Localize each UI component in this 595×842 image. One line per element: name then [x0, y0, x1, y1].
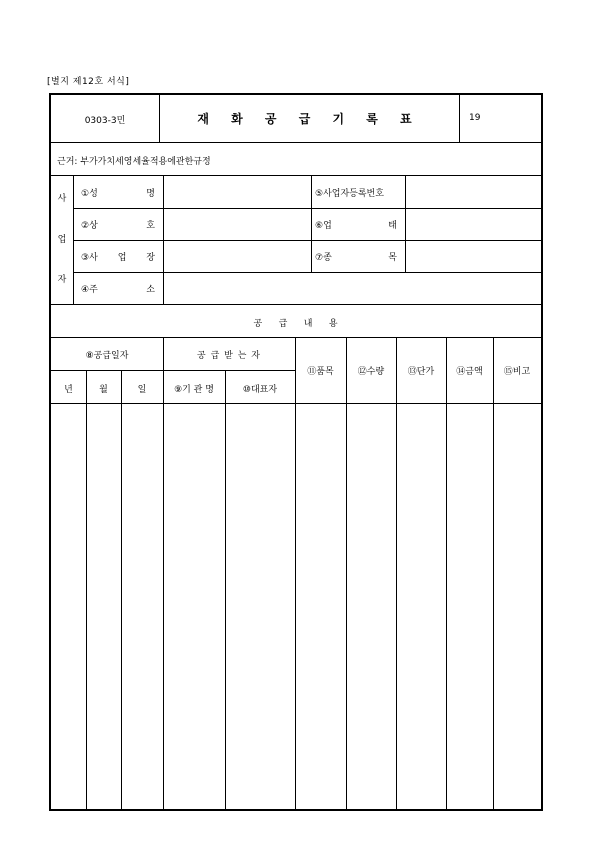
col-year: 년 [64, 385, 73, 395]
col-item: ⑪품목 [307, 367, 334, 377]
field-address-label: ④주 소 [81, 285, 155, 295]
supply-date-header: ⑧공급일자 [85, 351, 129, 361]
item-type-input[interactable] [406, 241, 540, 271]
col-org-name: ⑨기 관 명 [174, 385, 214, 395]
col-representative: ⑩대표자 [242, 385, 278, 395]
registration-number-input[interactable] [406, 177, 540, 207]
field-business-type-label: ⑥업 태 [315, 221, 397, 231]
col-quantity: ⑫수량 [357, 367, 385, 377]
col-month: 월 [99, 385, 108, 395]
field-business-place-label: ③사 업 장 [81, 253, 155, 263]
content-header: 공 급 내 용 [253, 319, 339, 329]
form-code: 0303-3민 [84, 116, 126, 126]
field-company-label: ②상 호 [81, 221, 155, 231]
col-remarks: ⑮비고 [503, 367, 531, 377]
supply-record-form [49, 93, 543, 811]
legal-basis: 근거: 부가가치세영세율적용에관한규정 [57, 157, 211, 167]
year-prefix: 19 [469, 113, 481, 123]
business-type-input[interactable] [406, 209, 540, 239]
business-place-input[interactable] [164, 241, 310, 271]
col-unit-price: ⑬단가 [407, 367, 435, 377]
record-table-body[interactable] [51, 404, 541, 809]
company-input[interactable] [164, 209, 310, 239]
supplier-group-label: 사 업 자 [57, 194, 67, 285]
page-title: 재 화 공 급 기 록 표 [197, 112, 421, 126]
field-item-type-label: ⑦종 목 [315, 253, 397, 263]
receiver-header: 공 급 받 는 자 [197, 351, 261, 361]
field-name-label: ①성 명 [81, 189, 155, 199]
name-input[interactable] [164, 177, 310, 207]
field-registration-label: ⑤사업자등록번호 [315, 189, 384, 199]
form-caption: [별지 제12호 서식] [47, 77, 130, 87]
address-input[interactable] [164, 273, 540, 303]
col-day: 일 [137, 385, 147, 395]
col-amount: ⑭금액 [456, 367, 483, 377]
